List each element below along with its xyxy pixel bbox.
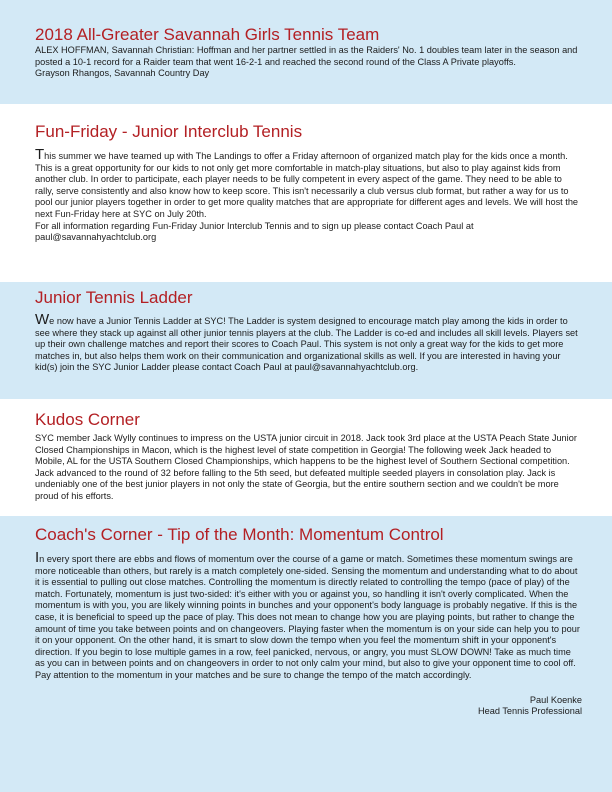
fun-friday-heading: Fun-Friday - Junior Interclub Tennis [35,122,303,141]
junior-ladder-section [0,282,612,399]
coach-corner-dropcap: I [35,549,40,566]
kudos-heading: Kudos Corner [35,410,140,429]
coach-corner-text: n every sport there are ebbs and flows of momentum over the course of a game or match. Sometimes these momentum swings are more noticeable than others, but rarely is a match completely one-sided. Sensing the momentum and understanding what to do about it is essential to pulling out close matches. Controlling the momentum is directly related to controlling the tempo (pace of play) of the match. Fortunately, momentum is just two-sided: it's either with you or against you, so handling it isn't overly complicated. When the momentum is with you, you are likely winning points in bunches and your opponent's body language is probably negative. If this is the case, it is beneficial to speed up the pace of play. This does not mean to change how you are playing points, but rather to change the amount of time you take between points and on changeovers. Playing faster when the momentum is on your side can help you to pour it on your opponent. On the other hand, it is smart to slow down the tempo when you feel the momentum shift in your opponent's direction. If you begin to lose multiple games in a row, feel panicked, nervous, or angry, you must SLOW DOWN! Take as much time as you can in between points and on changeovers in order to not only calm your mind, but also to give your opponent time to cool off. Pay attention to the momentum in your matches and be sure to change the tempo of the match accordingly. [35,554,580,680]
hoffman-paragraph: ALEX HOFFMAN, Savannah Christian: Hoffman and her partner settled in as the Raiders' No. 1 doubles team later in the season and posted a 10-1 record for a Raider team that went 16-2-1 and reached the second round of the Class A Private playoffs. [35,45,578,67]
signature-title: Head Tennis Professional [477,706,582,717]
junior-ladder-text: e now have a Junior Tennis Ladder at SYC! The Ladder is system designed to encourage match play among the kids in order to see where they stack up against all other junior tennis players at the club. The Ladder is co-ed and includes all skill levels. Players set up their own challenge matches and report their scores to Coach Paul. This system is not only a great way for the kids to get more matches in, but also helps them work on their communication and organizational skills as well. If you are interested in having your kid(s) join the SYC Junior Ladder please contact Coach Paul at paul@savannahyachtclub.org. [35,316,578,373]
fun-friday-paragraph [35,146,582,221]
fun-friday-dropcap: T [35,146,45,163]
kudos-section [0,403,612,514]
fun-friday-contact: For all information regarding Fun-Friday Junior Interclub Tennis and to sign up please contact Coach Paul at paul@savannahyachtclub.org [35,220,474,243]
coach-corner-body [35,549,582,682]
kudos-paragraph: SYC member Jack Wylly continues to impress on the USTA junior circuit in 2018. Jack took 3rd place at the USTA Peach State Junior Closed Championships in Macon, which is the highest level of state competition in Georgia! The following week Jack headed to Mobile, AL for the USTA Southern Closed Championships, which happens to be the highest level of Southern Sectional competition. Jack advanced to the round of 32 before falling to the 5th seed, but defeated multiple seeded players in consolation play. Jack is undeniably one of the best junior players in not only the state of Georgia, but the entire southern section and we couldn't be more proud of his efforts. [35,433,577,501]
signature-name: Paul Koenke [529,694,582,705]
junior-ladder-dropcap: W [35,311,50,328]
signature-block [35,695,582,718]
fun-friday-section [0,114,612,281]
coach-corner-section [0,516,612,792]
junior-ladder-heading: Junior Tennis Ladder [35,288,193,307]
all-greater-team-heading: 2018 All-Greater Savannah Girls Tennis Team [35,25,380,44]
junior-ladder-body [35,311,582,374]
coach-corner-paragraph [35,549,582,682]
rhangos-line: Grayson Rhangos, Savannah Country Day [35,68,210,79]
coach-corner-heading: Coach's Corner - Tip of the Month: Momentum Control [35,525,444,544]
kudos-body [35,433,582,503]
junior-ladder-paragraph [35,311,582,374]
fun-friday-text: his summer we have teamed up with The Landings to offer a Friday afternoon of organized match play for the kids once a month. This is a great opportunity for our kids to not only get more comfortable in match-play situations, but also to play against kids from another club. In order to participate, each player needs to be fully competent in every aspect of the game. They need to be able to rally, serve consistently and also know how to keep score. This isn't necessarily a club versus club format, but rather a way for us to pool our junior players together in order to get more quality matches that are appropriate for different ages and levels. We will host the next Fun-Friday here at SYC on July 20th. [35,151,579,219]
fun-friday-body [35,146,582,244]
all-greater-team-section [0,0,612,104]
